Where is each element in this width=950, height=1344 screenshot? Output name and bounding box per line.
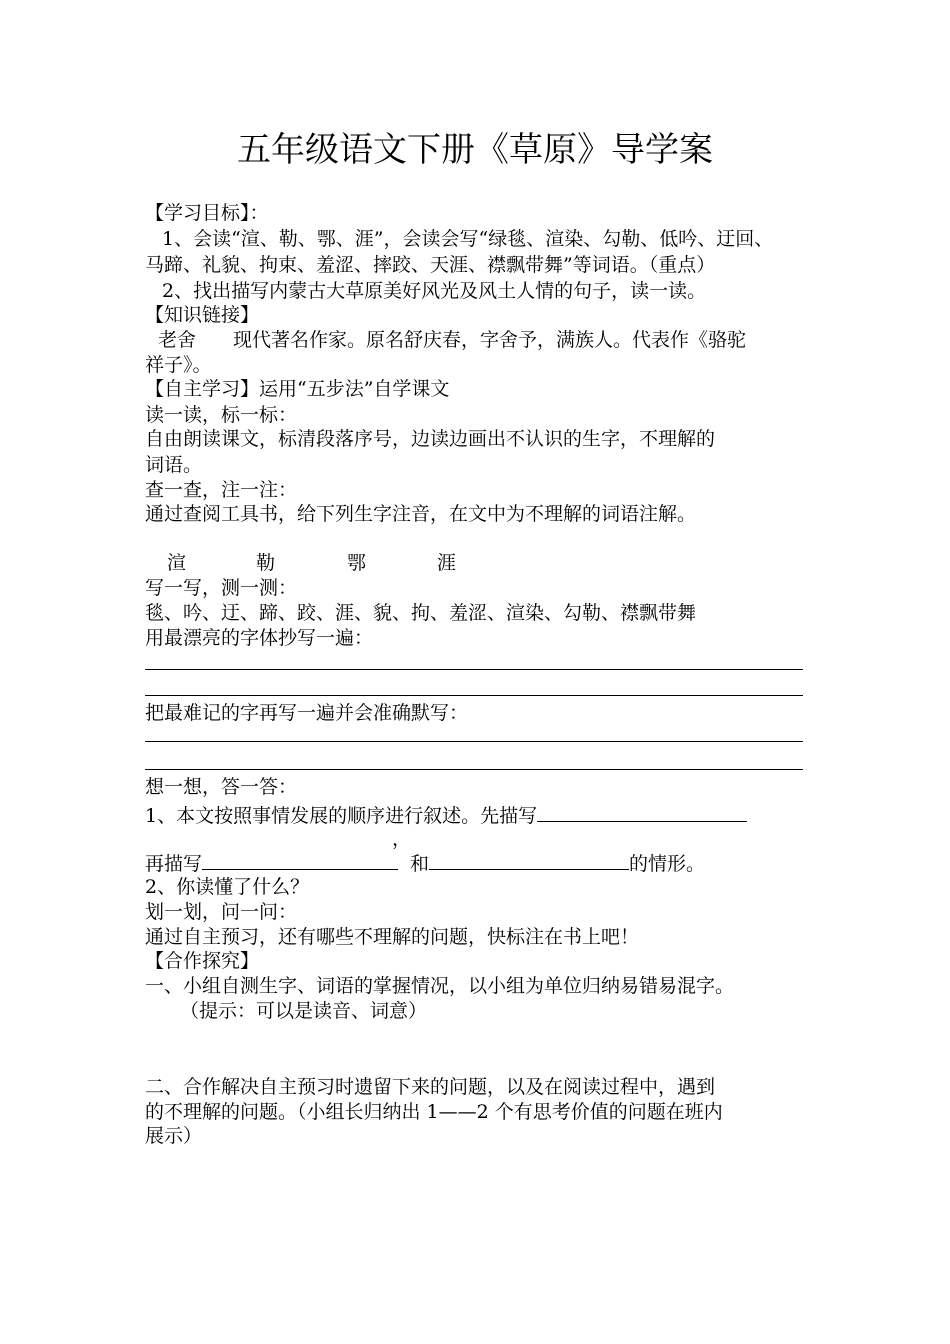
mark-text: 通过自主预习，还有哪些不理解的问题，快标注在书上吧！ (145, 926, 640, 948)
writing-line-2[interactable] (145, 695, 803, 696)
write-heading: 写一写，测一测： (145, 577, 298, 599)
knowledge-heading: 【知识链接】 (145, 304, 260, 326)
char-2: 勒 (256, 552, 276, 574)
writing-line-1[interactable] (145, 669, 803, 670)
knowledge-desc-cont: 祥子》。 (145, 354, 212, 376)
cooperate-item-1: 一、小组自测生字、词语的掌握情况，以小组为单位归纳易错易混字。 (145, 975, 735, 997)
write-chars: 毯、吟、迂、蹄、跤、涯、貌、拘、羞涩、渲染、勾勒、襟飘带舞 (145, 602, 697, 624)
goals-line-1: 1、会读“渲、勒、鄂、涯”，会读会写“绿毯、渲染、勾勒、低吟、迂回、 (162, 228, 774, 250)
cooperate-heading: 【合作探究】 (145, 950, 260, 972)
char-3: 鄂 (347, 552, 367, 574)
dictation-instruction: 把最难记的字再写一遍并会准确默写： (145, 702, 469, 724)
mark-heading: 划一划，问一问： (145, 901, 298, 923)
char-4: 涯 (437, 552, 457, 574)
think-heading: 想一想，答一答： (145, 776, 298, 798)
question-1 (145, 800, 825, 829)
check-text: 通过查阅工具书，给下列生字注音，在文中为不理解的词语注解。 (145, 503, 697, 525)
goals-heading: 【学习目标】： (145, 202, 269, 224)
question-1-then: 再描写 (145, 853, 203, 875)
cooperate-item-2-end: 展示） (145, 1125, 203, 1147)
question-1-cont (145, 848, 825, 877)
cooperate-item-2-cont: 的不理解的问题。（小组长归纳出 1——2 个有思考价值的问题在班内 (145, 1101, 723, 1123)
read-heading: 读一读，标一标： (145, 404, 298, 426)
question-1-text: 1、本文按照事情发展的顺序进行叙述。先描写 (145, 805, 538, 827)
question-1-end: 的情形。 (629, 853, 706, 875)
writing-line-4[interactable] (145, 769, 803, 770)
question-2: 2、你读懂了什么？ (145, 876, 310, 898)
writing-line-3[interactable] (145, 741, 803, 742)
read-text-cont: 词语。 (145, 454, 203, 476)
goals-line-3: 2、找出描写内蒙古大草原美好风光及风土人情的句子，读一读。 (162, 280, 707, 302)
copy-instruction: 用最漂亮的字体抄写一遍： (145, 627, 374, 649)
cooperate-item-2: 二、合作解决自主预习时遗留下来的问题，以及在阅读过程中，遇到 (145, 1076, 716, 1098)
check-heading: 查一查，注一注： (145, 479, 298, 501)
question-1-comma: ， (392, 828, 412, 850)
answer-blank-1[interactable] (537, 800, 747, 822)
char-1: 渲 (167, 552, 187, 574)
knowledge-author: 老舍 (158, 329, 197, 351)
self-study-heading: 【自主学习】运用“五步法”自学课文 (145, 378, 450, 400)
answer-blank-3[interactable] (429, 848, 629, 870)
knowledge-desc: 现代著名作家。原名舒庆春，字舍予，满族人。代表作《骆驼 (233, 329, 747, 351)
page-title: 五年级语文下册《草原》导学案 (237, 130, 713, 170)
question-1-and: 和 (410, 853, 430, 875)
goals-line-2: 马蹄、礼貌、拘束、羞涩、摔跤、天涯、襟飘带舞”等词语。（重点） (145, 254, 716, 276)
read-text: 自由朗读课文，标清段落序号，边读边画出不认识的生字，不理解的 (145, 428, 716, 450)
answer-blank-2[interactable] (202, 848, 398, 870)
cooperate-item-1-hint: （提示：可以是读音、词意） (180, 1000, 428, 1022)
